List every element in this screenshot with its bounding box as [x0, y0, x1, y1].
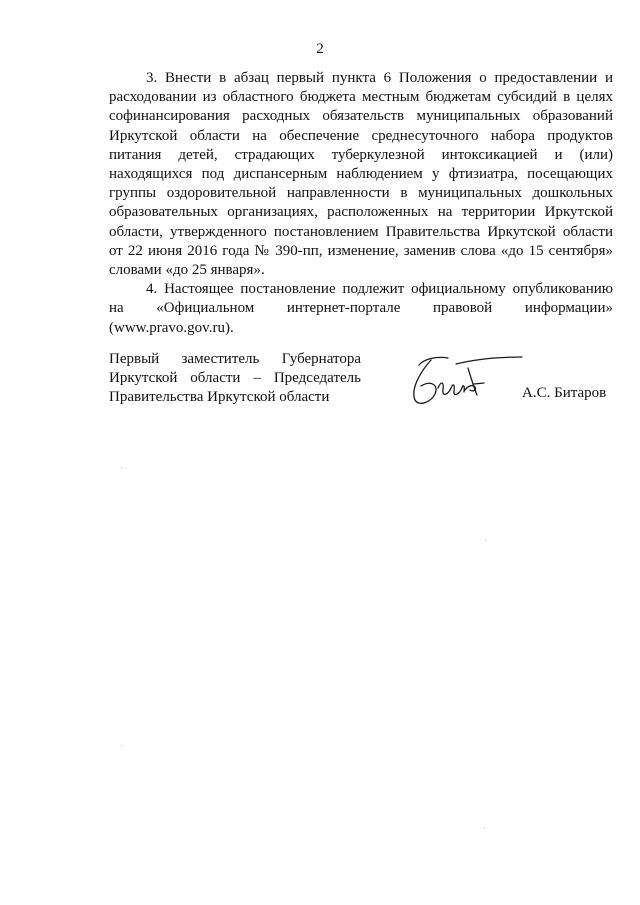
paragraph-4: 4. Настоящее постановление подлежит официальному опубликованию на «Официальном интернет-портале правовой информации» (www.pravo.gov.ru). [109, 281, 613, 336]
signer-title-line: Первый заместитель Губернатора [109, 351, 361, 367]
signer-title-line: Иркутской области – Председатель [109, 370, 361, 386]
document-body [109, 69, 613, 338]
signer-title [109, 350, 361, 407]
signature-block [109, 350, 613, 410]
signer-name: А.С. Битаров [522, 385, 607, 401]
handwritten-signature [398, 348, 538, 408]
scan-artifact [121, 467, 122, 468]
scan-artifact [121, 745, 122, 746]
scan-artifact [484, 828, 485, 829]
paragraph-3: 3. Внести в абзац первый пункта 6 Положения о предоставлении и расходовании из областного бюджета местным бюджетам субсидий в целях софинансирования расходных обязательств муниципальных образований Иркутской области на обеспечение среднесуточного набора продуктов питания детей, страдающих туберкулезной интоксикацией и (или) находящихся под диспансерным наблюдением у фтизиатра, посещающих группы оздоровительной направленности в муниципальных дошкольных образовательных организациях, расположенных на территории Иркутской области, утвержденного постановлением Правительства Иркутской области от 22 июня 2016 года № 390-пп, изменение, заменив слова «до 15 сентября» словами «до 25 января». [109, 70, 613, 279]
scan-artifact [485, 540, 486, 541]
signer-title-line: Правительства Иркутской области [109, 389, 330, 405]
page-number: 2 [316, 41, 324, 57]
